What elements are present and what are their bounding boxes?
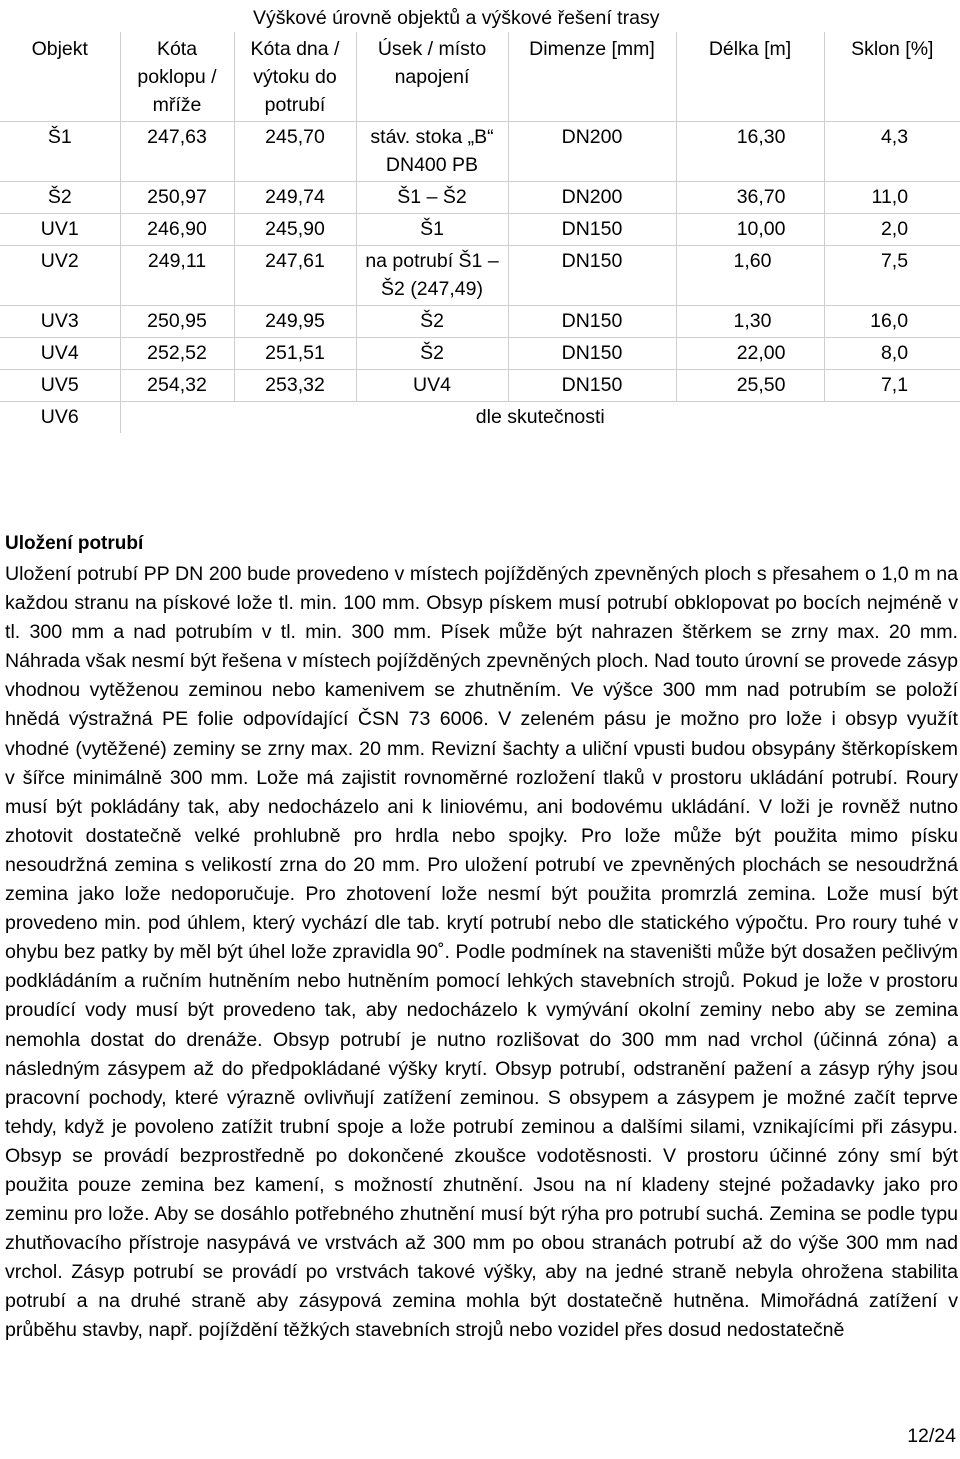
cell-delka: 1,60 bbox=[676, 246, 824, 306]
cell-kota-poklopu: 247,63 bbox=[120, 122, 234, 182]
cell-kota-dna: 247,61 bbox=[234, 246, 356, 306]
table-row bbox=[0, 246, 960, 306]
cell-kota-dna: 245,70 bbox=[234, 122, 356, 182]
table-row bbox=[0, 306, 960, 338]
cell-dimenze: DN150 bbox=[508, 246, 676, 306]
cell-usek: Š1 – Š2 bbox=[356, 182, 508, 214]
cell-objekt: UV4 bbox=[0, 338, 120, 370]
cell-dimenze: DN200 bbox=[508, 182, 676, 214]
cell-objekt: UV5 bbox=[0, 370, 120, 402]
table-header-row bbox=[0, 32, 960, 122]
header-usek: Úsek / místo napojení bbox=[356, 32, 508, 122]
header-objekt: Objekt bbox=[31, 38, 88, 60]
cell-usek: Š2 bbox=[356, 306, 508, 338]
cell-sklon: 11,0 bbox=[824, 182, 960, 214]
cell-objekt: Š2 bbox=[0, 182, 120, 214]
table-title-row bbox=[0, 4, 960, 32]
header-kota-dna: Kóta dna / výtoku do potrubí bbox=[234, 32, 356, 122]
cell-usek: Š1 bbox=[356, 214, 508, 246]
cell-delka: 10,00 bbox=[676, 214, 824, 246]
cell-sklon: 16,0 bbox=[824, 306, 960, 338]
section-body-text: Uložení potrubí PP DN 200 bude provedeno v místech pojížděných zpevněných ploch s přesahem o 1,0 m na každou stranu na pískové lože tl. min. 100 mm. Obsyp pískem musí potrubí obklopovat po bocích nejméně v tl. 300 mm a nad potrubím v tl. min. 300 mm. Písek může být nahrazen štěrkem se zrny max. 20 mm. Náhrada však nesmí být řešena v místech pojížděných zpevněných ploch. Nad touto úrovní se provede zásyp vhodnou vytěženou zeminou nebo kamenivem se zhutněním. Ve výšce 300 mm nad potrubím se položí hnědá výstražná PE folie odpovídající ČSN 73 6006. V zeleném pásu je možno pro lože i obsyp využít vhodné (vytěžené) zeminy se zrny max. 20 mm. Revizní šachty a uliční vpusti budou obsypány štěrkopískem v šířce minimálně 300 mm. Lože má zajistit rovnoměrné rozložení tlaků v prostoru ukládání potrubí. Roury musí být pokládány tak, aby nedocházelo ani k liniovému, ani bodovému ukládání. V loži je rovněž nutno zhotovit dostatečně velké prohlubně pro hrdla nebo spojky. Pro lože může být použita mimo písku nesoudržná zemina s velikostí zrna do 20 mm. Pro uložení potrubí ve zpevněných plochách se nesoudržná zemina jako lože nedoporučuje. Pro zhotovení lože nesmí být použita promrzlá zemina. Lože musí být provedeno min. pod úhlem, který vychází dle tab. krytí potrubí nebo dle statického výpočtu. Pro roury tuhé v ohybu bez patky by měl být úhel lože zpravidla 90˚. Podle podmínek na staveništi může být dosažen pečlivým podkládáním a ručním hutněním nebo hutněním pomocí lehkých stavebních strojů. Pokud je lože v prostoru proudící vody musí být provedeno tak, aby nedocházelo k vymývání okolní zeminy nebo aby se zemina nemohla dostat do drenáže. Obsyp potrubí je nutno rozlišovat do 300 mm nad vrchol (účinná zóna) a následným zásypem až do předpokládané výšky krytí. Obsyp potrubí, odstranění pažení a zásyp rýhy jsou pracovní pochody, které výrazně ovlivňují zatížení zeminou. S obsypem a zásypem je možné začít teprve tehdy, když je povoleno zatížit trubní spoje a lože potrubí zeminou a dalšími silami, vznikajícími při zásypu. Obsyp se provádí bezprostředně po dokončené zkoušce vodotěsnosti. V prostoru účinné zóny smí být použita pouze zemina bez kamení, s možností zhutnění. Jsou na ní kladeny stejné požadavky jako pro zeminu pro lože. Aby se dosáhlo potřebného zhutnění musí být rýha pro potrubí suchá. Zemina se podle typu zhutňovacího přístroje nasypává ve vrstvách až 300 mm po obou stranách potrubí až do výše 300 mm nad vrchol. Zásyp potrubí se provádí po vrstvách takové výšky, aby na jedné straně nebyla ohrožena stabilita potrubí a na druhé straně aby zásypová zemina mohla být dostatečně hutněna. Mimořádná zatížení v průběhu stavby, např. pojíždění těžkých stavebních strojů nebo vozidel přes dosud nedostatečně bbox=[5, 563, 958, 1342]
table-row bbox=[0, 122, 960, 182]
cell-sklon: 7,5 bbox=[824, 246, 960, 306]
cell-objekt: UV2 bbox=[0, 246, 120, 306]
height-levels-table bbox=[0, 4, 960, 433]
cell-kota-dna: 245,90 bbox=[234, 214, 356, 246]
cell-kota-dna: 249,95 bbox=[234, 306, 356, 338]
table-row bbox=[0, 402, 960, 434]
cell-dimenze: DN150 bbox=[508, 306, 676, 338]
cell-kota-poklopu: 252,52 bbox=[120, 338, 234, 370]
cell-kota-poklopu: 250,95 bbox=[120, 306, 234, 338]
section-heading: Uložení potrubí bbox=[5, 533, 144, 554]
cell-delka: 16,30 bbox=[676, 122, 824, 182]
cell-note: dle skutečnosti bbox=[120, 402, 960, 434]
cell-dimenze: DN150 bbox=[508, 338, 676, 370]
cell-sklon: 4,3 bbox=[824, 122, 960, 182]
cell-kota-dna: 251,51 bbox=[234, 338, 356, 370]
cell-delka: 25,50 bbox=[676, 370, 824, 402]
cell-objekt: UV3 bbox=[0, 306, 120, 338]
cell-kota-dna: 253,32 bbox=[234, 370, 356, 402]
table-row bbox=[0, 370, 960, 402]
header-kota-poklopu: Kóta poklopu / mříže bbox=[120, 32, 234, 122]
cell-dimenze: DN150 bbox=[508, 370, 676, 402]
cell-delka: 1,30 bbox=[676, 306, 824, 338]
table-row bbox=[0, 214, 960, 246]
cell-kota-poklopu: 246,90 bbox=[120, 214, 234, 246]
table-row bbox=[0, 338, 960, 370]
page-number: 12/24 bbox=[907, 1425, 956, 1447]
cell-kota-poklopu: 254,32 bbox=[120, 370, 234, 402]
cell-kota-dna: 249,74 bbox=[234, 182, 356, 214]
cell-usek: na potrubí Š1 – Š2 (247,49) bbox=[356, 246, 508, 306]
cell-kota-poklopu: 250,97 bbox=[120, 182, 234, 214]
cell-sklon: 8,0 bbox=[824, 338, 960, 370]
cell-dimenze: DN150 bbox=[508, 214, 676, 246]
table-title: Výškové úrovně objektů a výškové řešení trasy bbox=[253, 7, 660, 29]
cell-usek: stáv. stoka „B“ DN400 PB bbox=[356, 122, 508, 182]
cell-dimenze: DN200 bbox=[508, 122, 676, 182]
cell-delka: 36,70 bbox=[676, 182, 824, 214]
cell-usek: Š2 bbox=[356, 338, 508, 370]
header-delka: Délka [m] bbox=[676, 32, 824, 122]
header-sklon: Sklon [%] bbox=[824, 32, 960, 122]
cell-objekt: UV1 bbox=[0, 214, 120, 246]
cell-objekt: Š1 bbox=[0, 122, 120, 182]
cell-sklon: 7,1 bbox=[824, 370, 960, 402]
table-row bbox=[0, 182, 960, 214]
cell-sklon: 2,0 bbox=[824, 214, 960, 246]
cell-usek: UV4 bbox=[356, 370, 508, 402]
cell-kota-poklopu: 249,11 bbox=[120, 246, 234, 306]
cell-delka: 22,00 bbox=[676, 338, 824, 370]
header-dimenze: Dimenze [mm] bbox=[508, 32, 676, 122]
cell-objekt: UV6 bbox=[0, 402, 120, 434]
